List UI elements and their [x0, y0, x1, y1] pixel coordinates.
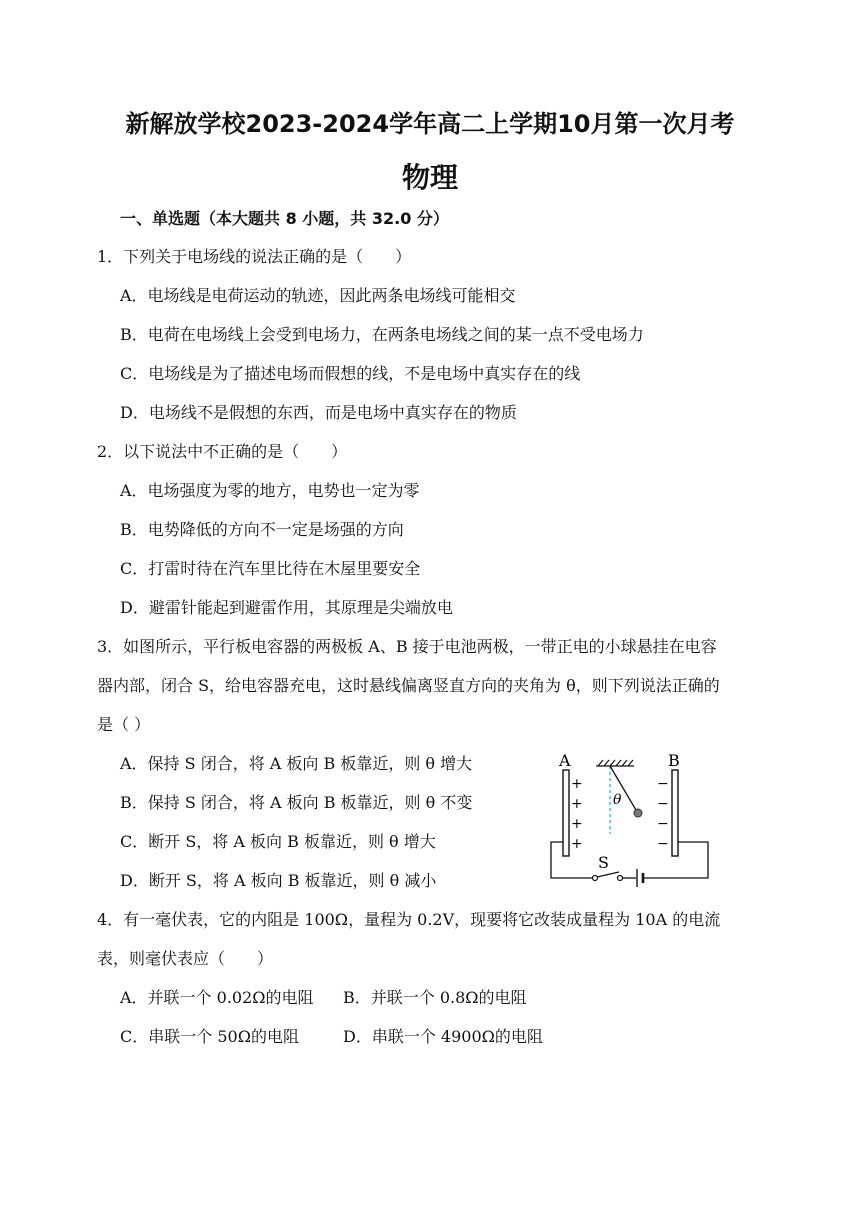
question-1-option-d: D．电场线不是假想的东西，而是电场中真实存在的物质 [120, 403, 517, 422]
plate-b-label: B [668, 751, 680, 770]
battery [637, 869, 643, 887]
question-4-option-b: B．并联一个 0.8Ω的电阻 [343, 988, 527, 1007]
question-2-option-c: C．打雷时待在汽车里比待在木屋里要安全 [120, 559, 421, 578]
question-2-option-b: B．电势降低的方向不一定是场强的方向 [120, 520, 404, 539]
question-3-stem-line-2: 器内部，闭合 S，给电容器充电，这时悬线偏离竖直方向的夹角为 θ，则下列说法正确的 [97, 676, 720, 695]
plate-a-label: A [559, 751, 571, 770]
question-3-stem-line-3: 是（ ） [97, 715, 151, 734]
plate-b [672, 770, 678, 856]
plate-a [563, 770, 569, 856]
question-4-stem-line-1: 4．有一毫伏表，它的内阻是 100Ω，量程为 0.2V，现要将它改装成量程为 10A 的电流 [97, 910, 721, 929]
question-2-option-d: D．避雷针能起到避雷作用，其原理是尖端放电 [120, 598, 453, 617]
question-3-stem-line-1: 3．如图所示，平行板电容器的两极板 A、B 接于电池两极，一带正电的小球悬挂在电容 [97, 637, 717, 656]
question-1-option-c: C．电场线是为了描述电场而假想的线，不是电场中真实存在的线 [120, 364, 581, 383]
plus-sign: + [571, 836, 583, 852]
question-3-option-a: A．保持 S 闭合，将 A 板向 B 板靠近，则 θ 增大 [120, 754, 473, 773]
question-3-option-c: C．断开 S，将 A 板向 B 板靠近，则 θ 增大 [120, 832, 436, 851]
angle-theta-label: θ [613, 792, 622, 808]
question-2-stem: 2．以下说法中不正确的是（ ） [97, 442, 348, 461]
minus-sign: − [657, 796, 669, 812]
question-4-option-c: C．串联一个 50Ω的电阻 [120, 1027, 299, 1046]
question-4-option-d: D．串联一个 4900Ω的电阻 [343, 1027, 543, 1046]
minus-sign: − [657, 776, 669, 792]
exam-title: 新解放学校2023-2024学年高二上学期10月第一次月考 [125, 110, 735, 138]
question-1-option-a: A．电场线是电荷运动的轨迹，因此两条电场线可能相交 [120, 286, 516, 305]
minus-sign: − [657, 816, 669, 832]
charged-ball [634, 809, 642, 817]
ceiling-support [596, 760, 634, 766]
plus-sign: + [571, 776, 583, 792]
plus-sign: + [571, 796, 583, 812]
question-4-stem-line-2: 表，则毫伏表应（ ） [97, 949, 274, 968]
question-1-stem: 1．下列关于电场线的说法正确的是（ ） [97, 247, 412, 266]
question-4-option-a: A．并联一个 0.02Ω的电阻 [120, 988, 314, 1007]
question-3-option-d: D．断开 S，将 A 板向 B 板靠近，则 θ 减小 [120, 871, 437, 890]
question-3-option-b: B．保持 S 闭合，将 A 板向 B 板靠近，则 θ 不变 [120, 793, 473, 812]
minus-sign: − [657, 836, 669, 852]
question-2-option-a: A．电场强度为零的地方，电势也一定为零 [120, 481, 420, 500]
section-heading: 一、单选题（本大题共 8 小题，共 32.0 分） [120, 209, 449, 228]
capacitor-circuit-figure [540, 748, 720, 893]
plus-sign: + [571, 816, 583, 832]
exam-subject: 物理 [401, 161, 458, 194]
question-1-option-b: B．电荷在电场线上会受到电场力，在两条电场线之间的某一点不受电场力 [120, 325, 644, 344]
switch-label: S [598, 853, 609, 872]
switch-s [593, 872, 623, 881]
